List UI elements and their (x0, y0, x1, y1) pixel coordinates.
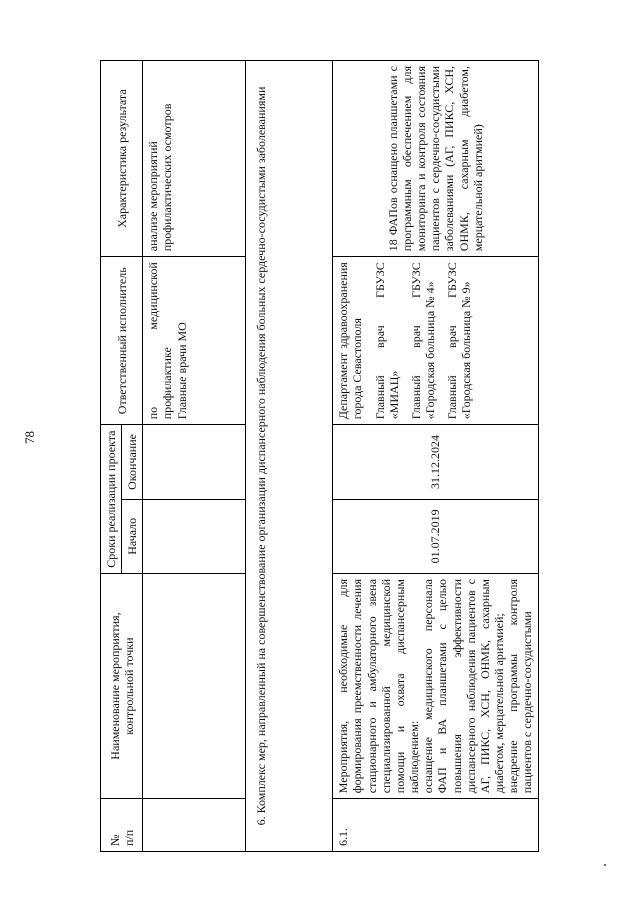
row-6-1-name-item1: оснащение медицинского персонала ФАП и ВА планшетами с целью повышения эффективности диспансерного наблюдения пациентов с АГ, ПИКС, ХСН, ОНМК, сахарным диабетом, мерцательной аритмией; (421, 578, 507, 794)
plan-table (100, 60, 539, 852)
header-number-bottom: п/п (121, 829, 136, 846)
cell-6-1-responsible (333, 257, 538, 425)
row-6-1-responsible-4: Главный врач ГБУЗС «Городская больница № 9» (445, 262, 474, 420)
cell-6-1-start: 01.07.2019 (333, 499, 538, 573)
cell-continuation-end (143, 425, 246, 499)
header-number (101, 799, 143, 852)
row-6-1 (333, 61, 538, 852)
header-period: Сроки реализации проекта (101, 425, 122, 574)
cell-continuation-result: анализе мероприятий профилактических осмотров (143, 61, 246, 257)
row-6-1-responsible-1: Департамент здравоохранения города Севастополя (336, 262, 365, 420)
rotated-table-container (100, 60, 576, 852)
row-6-1-responsible-2: Главный врач ГБУЗС «МИАЦ» (372, 262, 401, 420)
page-number: 78 (22, 431, 37, 444)
continuation-row (143, 61, 246, 852)
header-result: Характеристика результата (101, 61, 143, 257)
cell-continuation-responsible (143, 257, 246, 425)
header-name: Наименование мероприятия, контрольной точки (101, 573, 143, 798)
section-title: 6. Комплекс мер, направленный на совершенствование организации диспансерного наблюдения больных сердечно-сосудистыми заболеваниями (246, 61, 333, 852)
cell-6-1-result: 18 ФАПов оснащено планшетами с программным обеспечением для мониторинга и контроля состояния пациентов с сердечно-сосудистыми заболеваниями (АГ, ПИКС, ХСН, ОНМК, сахарным диабетом, мерцательной аритмией) (333, 61, 538, 257)
cell-continuation-num (143, 799, 246, 852)
cell-6-1-end: 31.12.2024 (333, 425, 538, 499)
row-6-1-responsible-3: Главный врач ГБУЗС «Городская больница № 4» (408, 262, 438, 420)
scan-speck (604, 864, 606, 866)
header-end: Окончание (122, 425, 143, 499)
row-6-1-name-intro: Мероприятия, необходимые для формирования преемственности лечения стационарного и амбулаторного звена специализированной медицинской помощи и охвата диспансерным наблюдением: (336, 578, 422, 794)
header-start: Начало (122, 499, 143, 573)
continuation-responsible-line2: Главные врачи МО (174, 322, 189, 420)
cell-continuation-name (143, 573, 246, 798)
header-row (101, 61, 122, 852)
continuation-responsible-line1: по медицинской профилактике (146, 262, 175, 420)
section-row (246, 61, 333, 852)
header-number-top: № (107, 834, 122, 846)
row-6-1-name-item2: внедрение программы контроля пациентов с сердечно-сосудистыми (506, 578, 535, 794)
cell-continuation-start (143, 499, 246, 573)
cell-6-1-num: 6.1. (333, 799, 538, 852)
header-responsible: Ответственный исполнитель (101, 257, 143, 425)
cell-6-1-name (333, 573, 538, 798)
